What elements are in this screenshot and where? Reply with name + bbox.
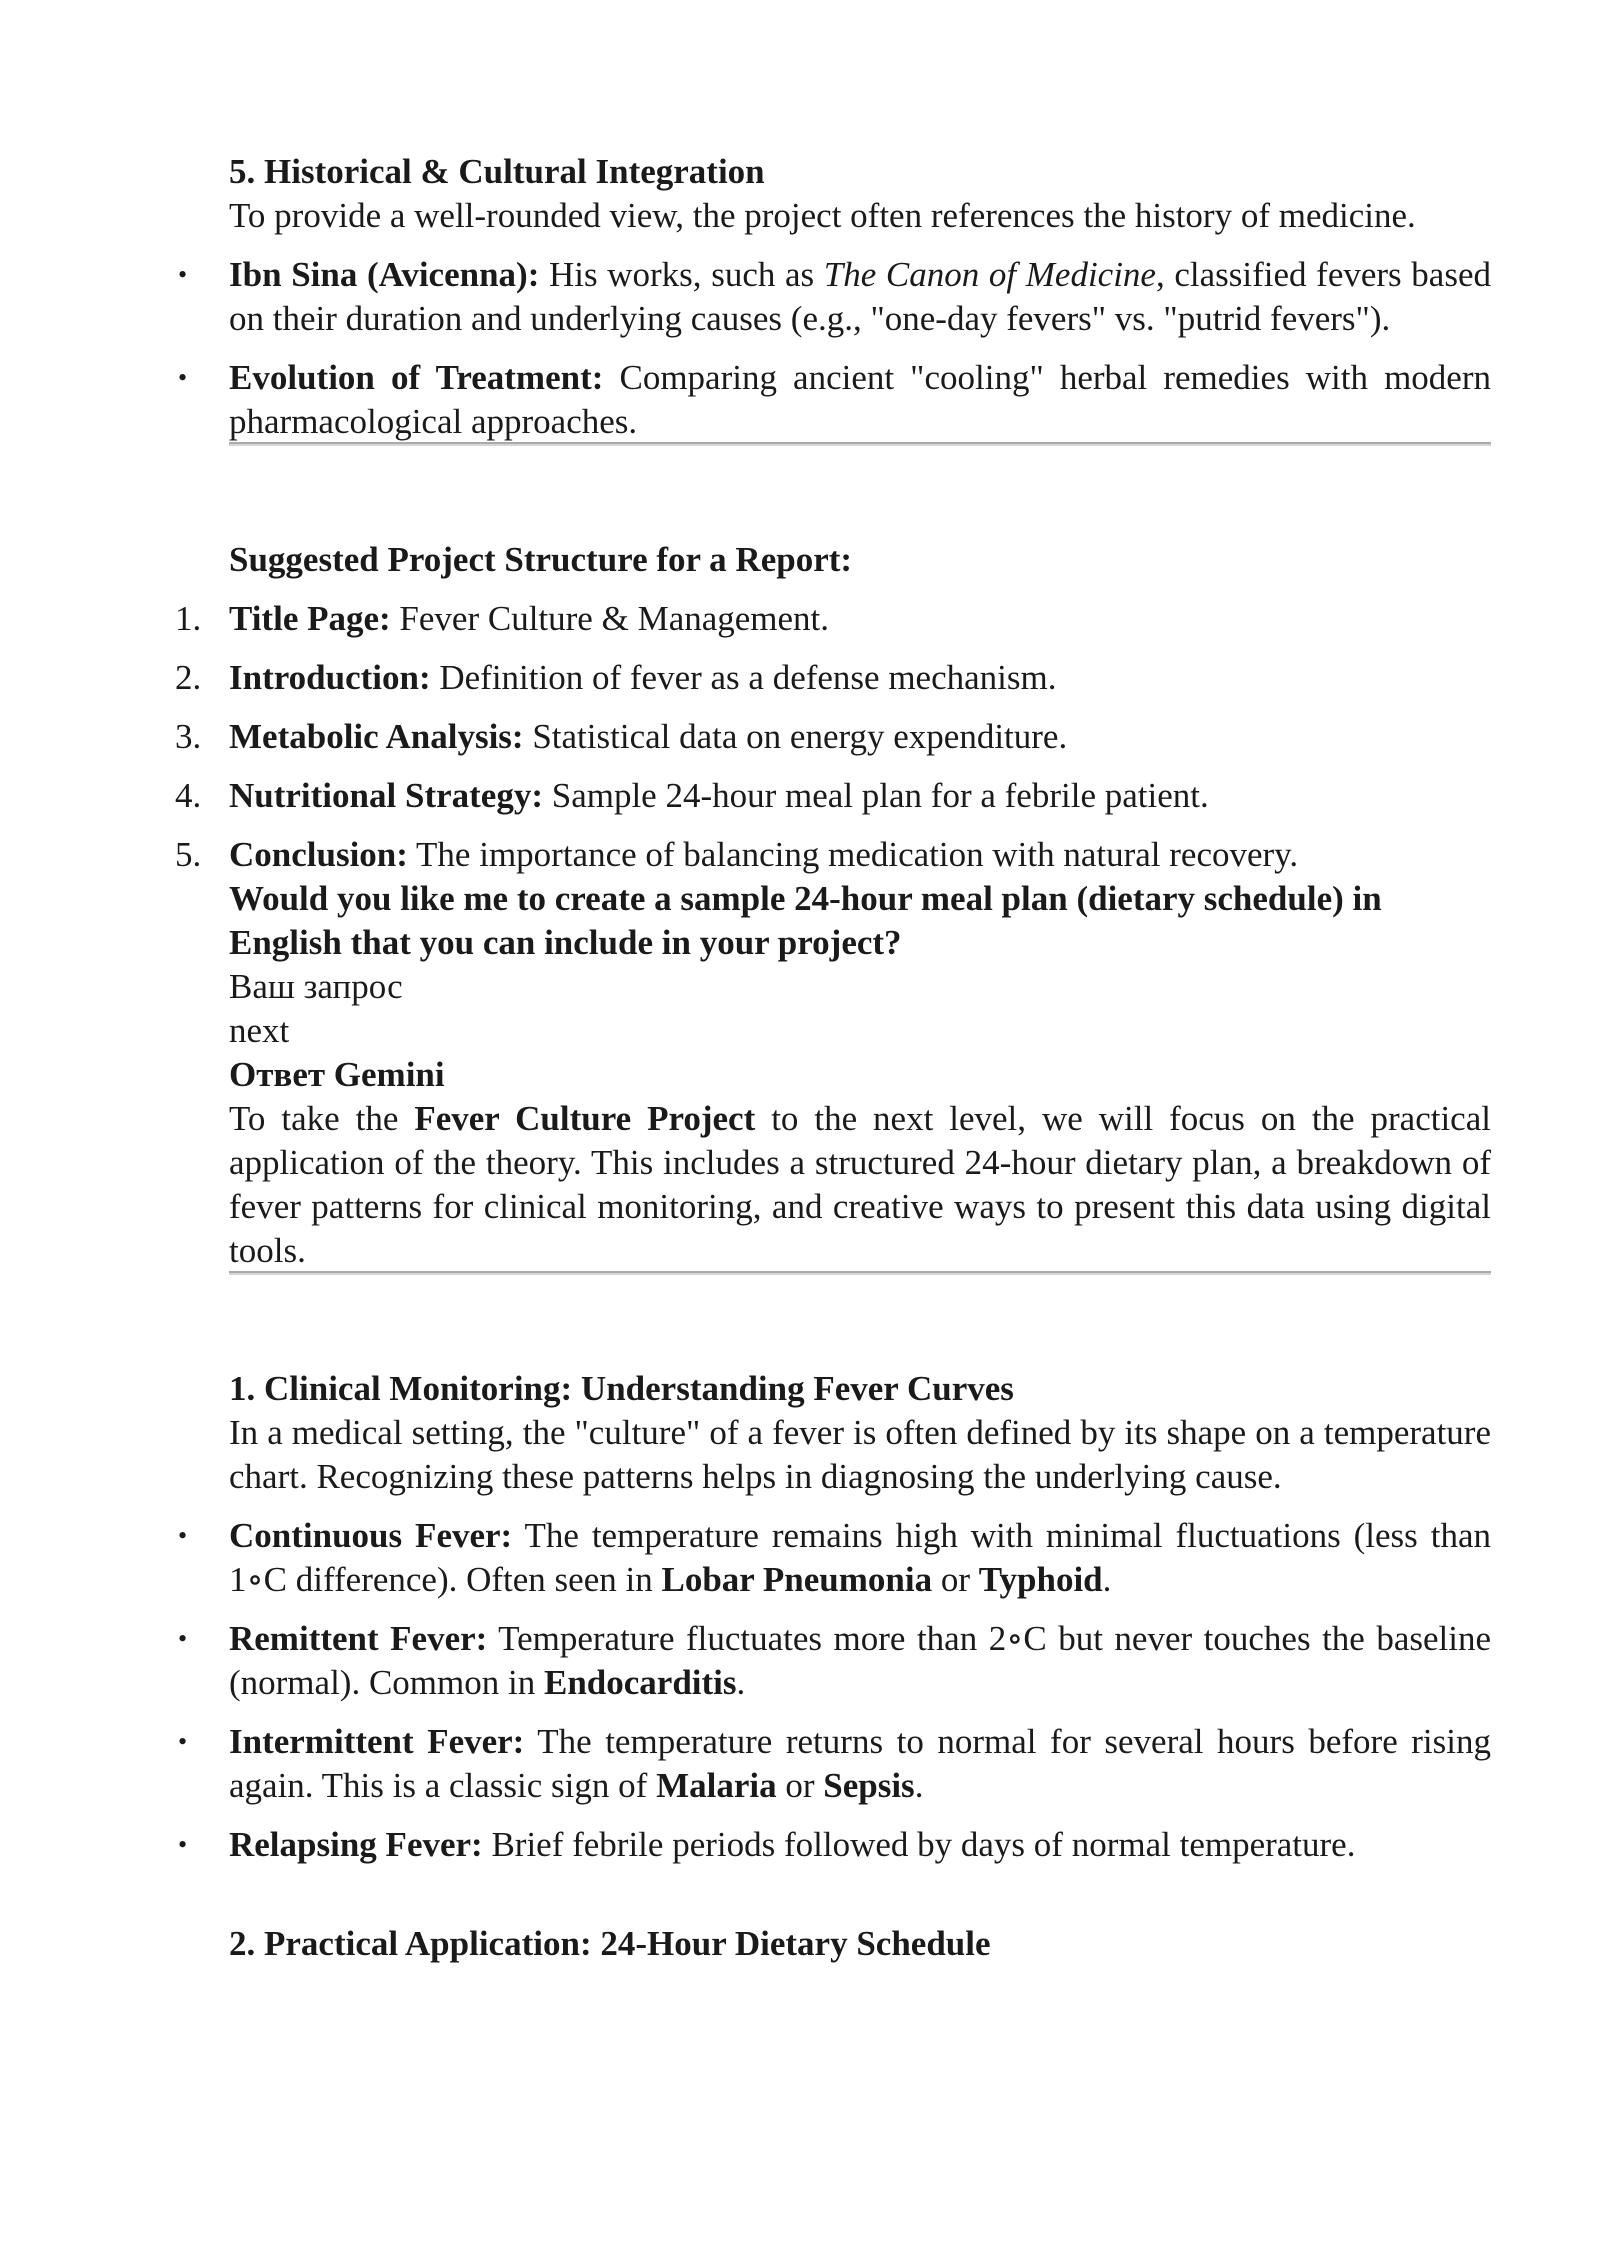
list-number: 4. <box>175 776 202 815</box>
disease-name: Typhoid <box>978 1560 1103 1599</box>
bullet-label: Evolution of Treatment: <box>229 358 604 397</box>
list-item <box>178 1823 1491 1867</box>
bullet-text: or <box>932 1560 979 1599</box>
item-text: The importance of balancing medication with natural recovery. <box>407 835 1299 874</box>
list-item <box>178 1720 1492 1808</box>
item-label: Title Page: <box>229 599 391 638</box>
section-heading-practical: 2. Practical Application: 24-Hour Dietary Schedule <box>229 1924 991 1963</box>
section-heading-historical: 5. Historical & Cultural Integration <box>229 152 765 191</box>
fever-types-list <box>178 1514 1492 1867</box>
gemini-reply-text <box>229 1097 1491 1273</box>
list-item <box>175 833 1491 877</box>
list-item <box>178 356 1491 444</box>
list-number: 3. <box>175 717 202 756</box>
disease-name: Lobar Pneumonia <box>661 1560 933 1599</box>
list-number: 5. <box>175 835 202 874</box>
list-item <box>178 1514 1491 1602</box>
section-intro-clinical: In a medical setting, the "culture" of a fever is often defined by its shape on a temperature chart. Recognizing these patterns helps in diagnosing the underlying cause. <box>229 1413 1491 1496</box>
bullet-label: Ibn Sina (Avicenna): <box>229 255 540 294</box>
bullet-text: Comparing ancient "cooling" herbal remedies with modern pharmacological approaches. <box>229 358 1491 441</box>
bullet-text: or <box>776 1766 824 1805</box>
bullet-text: . <box>736 1663 746 1702</box>
bullet-text: , classified fevers based on their duration and underlying causes (e.g., "one-day fevers" vs. "putrid fevers"). <box>229 255 1491 338</box>
disease-name: Malaria <box>656 1766 777 1805</box>
list-item <box>175 715 1491 759</box>
bullet-label: Remittent Fever: <box>229 1619 488 1658</box>
structure-heading: Suggested Project Structure for a Report: <box>229 540 853 579</box>
horizontal-rule <box>229 1271 1491 1275</box>
list-item <box>175 656 1491 700</box>
bullet-text: The temperature returns to normal for several hours before rising again. This is a classic sign of <box>229 1722 1492 1805</box>
reply-emphasis: Fever Culture Project <box>414 1099 756 1138</box>
bullet-text: . <box>1102 1560 1112 1599</box>
reply-text: To take the <box>229 1099 415 1138</box>
bullet-icon: • <box>178 1830 188 1859</box>
assistant-question: Would you like me to create a sample 24-hour meal plan (dietary schedule) in English that you can include in your project? <box>229 879 1382 962</box>
list-number: 1. <box>175 599 202 638</box>
bullet-label: Intermittent Fever: <box>229 1722 525 1761</box>
bullet-text: The temperature remains high with minimal fluctuations (less than 1∘C difference). Often seen in <box>229 1516 1491 1599</box>
structure-numbered-list <box>175 597 1491 877</box>
disease-name: Endocarditis <box>543 1663 737 1702</box>
gemini-reply-label: Ответ Gemini <box>229 1055 445 1094</box>
bullet-text: Brief febrile periods followed by days of normal temperature. <box>482 1825 1356 1864</box>
list-item <box>175 597 1491 641</box>
list-number: 2. <box>175 658 202 697</box>
bullet-icon: • <box>178 1521 188 1550</box>
list-item <box>178 253 1491 341</box>
document-page <box>175 150 1492 1966</box>
bullet-text: His works, such as <box>539 255 824 294</box>
bullet-label: Relapsing Fever: <box>229 1825 483 1864</box>
item-label: Metabolic Analysis: <box>229 717 524 756</box>
bullet-label: Continuous Fever: <box>229 1516 513 1555</box>
item-label: Nutritional Strategy: <box>229 776 543 815</box>
user-query-text: next <box>229 1011 290 1050</box>
bullet-text: Temperature fluctuates more than 2∘C but never touches the baseline (normal). Common in <box>229 1619 1491 1702</box>
list-item <box>175 774 1491 818</box>
bullet-icon: • <box>178 260 188 289</box>
disease-name: Sepsis <box>823 1766 915 1805</box>
item-text: Definition of fever as a defense mechanism. <box>430 658 1057 697</box>
item-text: Sample 24-hour meal plan for a febrile patient. <box>542 776 1209 815</box>
item-text: Statistical data on energy expenditure. <box>523 717 1068 756</box>
list-item <box>178 1617 1491 1705</box>
user-query-label: Ваш запрос <box>229 967 403 1006</box>
item-text: Fever Culture & Management. <box>390 599 830 638</box>
book-title: The Canon of Medicine <box>823 255 1156 294</box>
item-label: Introduction: <box>229 658 431 697</box>
reply-text: to the next level, we will focus on the practical application of the theory. This includes a structured 24-hour dietary plan, a breakdown of fever patterns for clinical monitoring, and creative ways to present this data using digital tools. <box>229 1099 1491 1270</box>
bullet-text: . <box>914 1766 924 1805</box>
bullet-icon: • <box>178 1624 188 1653</box>
bullet-icon: • <box>178 1727 188 1756</box>
bullet-icon: • <box>178 363 188 392</box>
section-heading-clinical: 1. Clinical Monitoring: Understanding Fever Curves <box>229 1369 1014 1408</box>
section-intro-historical: To provide a well-rounded view, the project often references the history of medicine. <box>229 196 1416 235</box>
item-label: Conclusion: <box>229 835 408 874</box>
historical-bullet-list <box>178 253 1491 444</box>
